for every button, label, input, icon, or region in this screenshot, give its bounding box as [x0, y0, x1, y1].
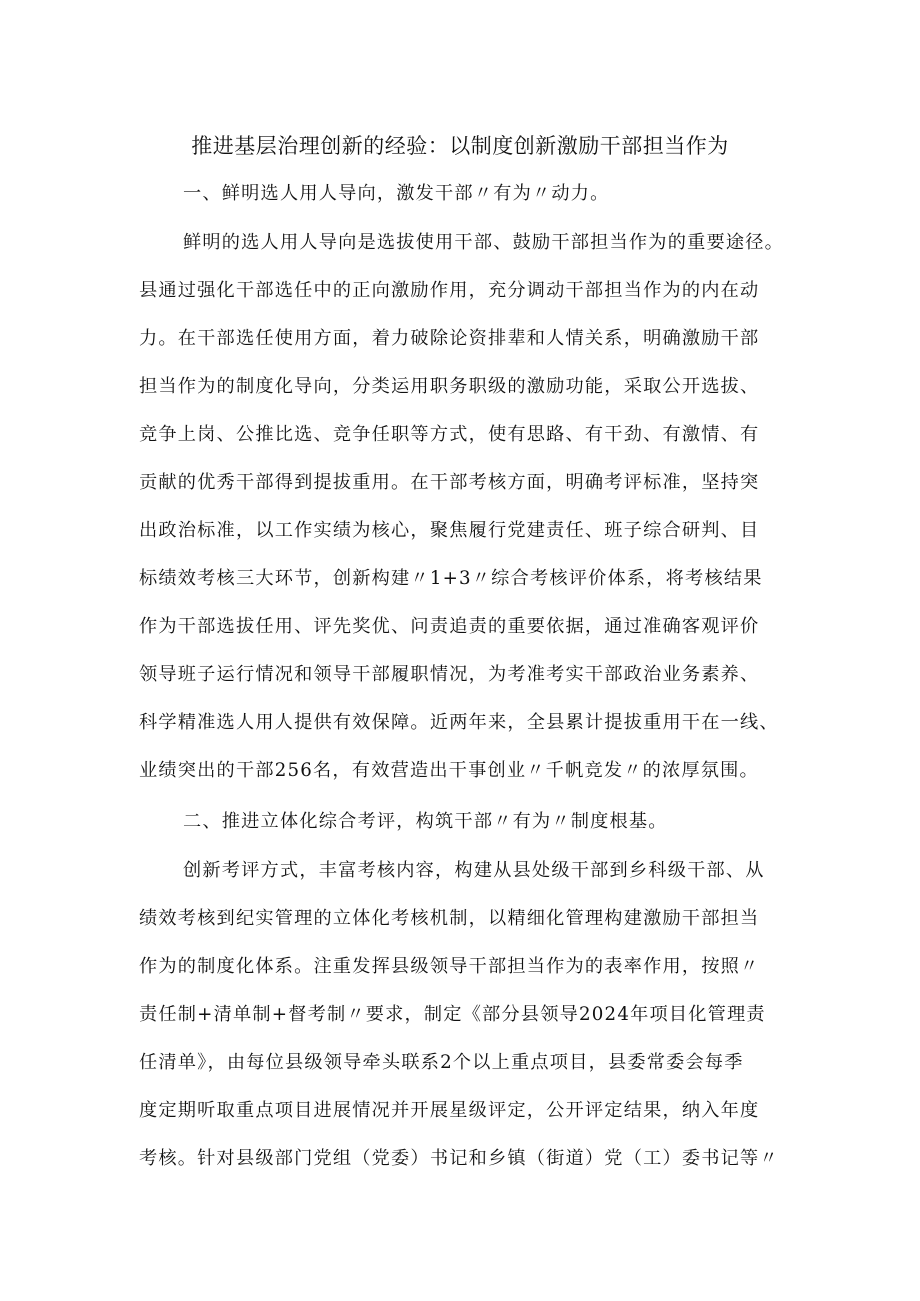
body-line: 业绩突出的干部256名，有效营造出干事创业〃千帆竞发〃的浓厚氛围。	[139, 760, 759, 781]
body-line: 鲜明的选人用人导向是选拔使用干部、鼓励干部担当作为的重要途径。	[183, 232, 785, 253]
body-line: 标绩效考核三大环节，创新构建〃1+3〃综合考核评价体系，将考核结果	[139, 568, 763, 589]
document-title: 推进基层治理创新的经验：以制度创新激励干部担当作为	[191, 134, 729, 158]
body-line: 领导班子运行情况和领导干部履职情况，为考准考实干部政治业务素养、	[139, 664, 760, 685]
body-line: 县通过强化干部选任中的正向激励作用，充分调动干部担当作为的内在动	[139, 280, 760, 301]
body-line: 出政治标准，以工作实绩为核心，聚焦履行党建责任、班子综合研判、目	[139, 520, 760, 541]
body-line: 科学精准选人用人提供有效保障。近两年来，全县累计提拔重用干在一线、	[139, 712, 779, 733]
section1-heading: 一、鲜明选人用人导向，激发干部〃有为〃动力。	[183, 183, 610, 204]
body-line: 创新考评方式，丰富考核内容，构建从县处级干部到乡科级干部、从	[183, 860, 765, 881]
body-line: 考核。针对县级部门党组（党委）书记和乡镇（街道）党（工）委书记等〃	[139, 1148, 779, 1169]
body-line: 贡献的优秀干部得到提拔重用。在干部考核方面，明确考评标准，坚持突	[139, 472, 760, 493]
body-line: 力。在干部选任使用方面，着力破除论资排辈和人情关系，明确激励干部	[139, 328, 760, 349]
body-line: 责任制+清单制+督考制〃要求，制定《部分县领导2024年项目化管理责	[139, 1004, 766, 1025]
body-line: 竞争上岗、公推比选、竞争任职等方式，使有思路、有干劲、有激情、有	[139, 424, 760, 445]
body-line: 度定期听取重点项目进展情况并开展星级评定，公开评定结果，纳入年度	[139, 1100, 760, 1121]
body-line: 绩效考核到纪实管理的立体化考核机制，以精细化管理构建激励干部担当	[139, 908, 760, 929]
body-line: 担当作为的制度化导向，分类运用职务职级的激励功能，采取公开选拔、	[139, 376, 760, 397]
body-line: 作为的制度化体系。注重发挥县级领导干部担当作为的表率作用，按照〃	[139, 956, 760, 977]
body-line: 任清单》，由每位县级领导牵头联系2个以上重点项目，县委常委会每季	[139, 1052, 744, 1073]
section2-heading: 二、推进立体化综合考评，构筑干部〃有为〃制度根基。	[183, 811, 668, 832]
body-line: 作为干部选拔任用、评先奖优、问责追责的重要依据，通过准确客观评价	[139, 616, 760, 637]
